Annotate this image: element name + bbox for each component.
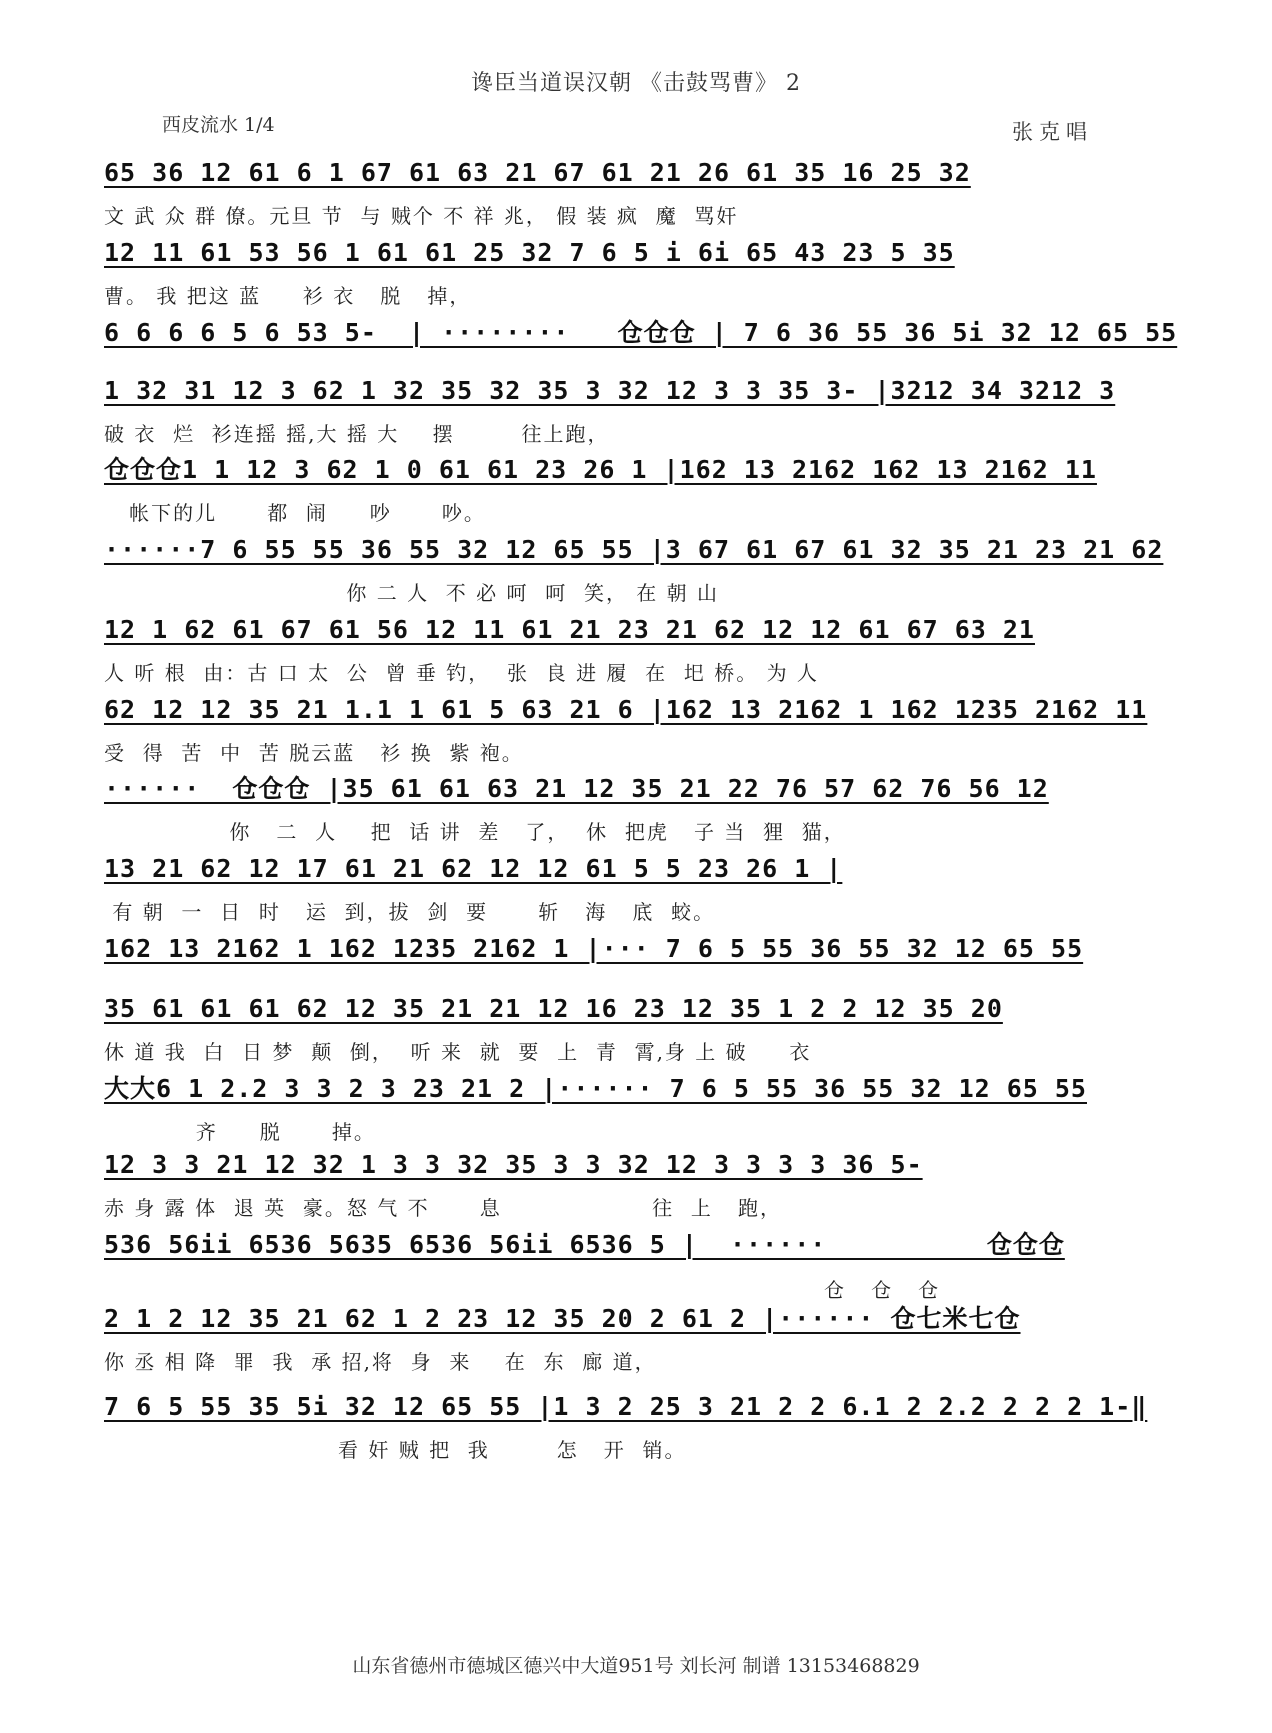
notation-row: 1 32 31 12 3 62 1 32 35 32 35 3 32 12 3 3 35 3- |3212 34 3212 3 [104, 376, 1116, 405]
lyrics-row: 看 奸 贼 把 我 怎 开 销。 [104, 1438, 687, 1462]
lyrics-row: 你 丞 相 降 罪 我 承 招,将 身 来 在 东 廊 道， [104, 1350, 657, 1374]
footer-credit: 山东省德州市德城区德兴中大道951号 刘长河 制谱 13153468829 [352, 1655, 920, 1677]
singer-credit: 张克唱 [1012, 120, 1093, 144]
lyrics-row: 受 得 苦 中 苦 脱云蓝 衫 换 紫 袍。 [104, 741, 524, 765]
lyrics-row: 你 二 人 把 话 讲 差 了， 休 把虎 子 当 狸 猫， [104, 820, 846, 844]
lyrics-row: 帐下的儿 都 闹 吵 吵。 [104, 501, 486, 525]
notation-row: 2 1 2 12 35 21 62 1 2 23 12 35 20 2 61 2 |······ 仓七米七仓 [104, 1304, 1021, 1333]
percussion-text: 仓 仓 仓 [824, 1278, 941, 1302]
notation-row: 13 21 62 12 17 61 21 62 12 12 61 5 5 23 26 1 | [104, 854, 843, 883]
notation-row: 7 6 5 55 35 5i 32 12 65 55 |1 3 2 25 3 21 2 2 6.1 2 2.2 2 2 2 1-‖ [104, 1392, 1148, 1421]
lyrics-row: 文 武 众 群 僚。元旦 节 与 贼个 不 祥 兆， 假 装 疯 魔 骂奸 [104, 204, 739, 228]
lyrics-row: 你 二 人 不 必 呵 呵 笑， 在 朝 山 [104, 581, 720, 605]
lyrics-row: 休 道 我 白 日 梦 颠 倒， 听 来 就 要 上 青 霄,身 上 破 衣 [104, 1040, 812, 1064]
notation-row: 65 36 12 61 6 1 67 61 63 21 67 61 21 26 61 35 16 25 32 [104, 158, 971, 187]
notation-row: 12 11 61 53 56 1 61 61 25 32 7 6 5 i 6i 65 43 23 5 35 [104, 238, 955, 267]
lyrics-row: 破 衣 烂 衫连摇 摇,大 摇 大 摆 往上跑， [104, 422, 610, 446]
notation-row: 6 6 6 6 5 6 53 5- | ········ 仓仓仓 | 7 6 36 55 36 5i 32 12 65 55 [104, 318, 1178, 347]
notation-row: 大大6 1 2.2 3 3 2 3 23 21 2 |······ 7 6 5 55 36 55 32 12 65 55 [104, 1074, 1087, 1103]
notation-row: 12 3 3 21 12 32 1 3 3 32 35 3 3 32 12 3 3 3 3 36 5- [104, 1150, 923, 1179]
lyrics-row: 有 朝 一 日 时 运 到，拔 剑 要 斩 海 底 蛟。 [104, 900, 716, 924]
notation-row: ······ 仓仓仓 |35 61 61 63 21 12 35 21 22 76 57 62 76 56 12 [104, 774, 1049, 803]
notation-row: 162 13 2162 1 162 1235 2162 1 |··· 7 6 5 55 36 55 32 12 65 55 [104, 934, 1084, 963]
lyrics-row: 曹。 我 把这 蓝 衫 衣 脱 掉， [104, 284, 472, 308]
lyrics-row: 人 听 根 由：古 口 太 公 曾 垂 钓， 张 良 进 履 在 圯 桥。 为 人 [104, 661, 819, 685]
score-title: 谗臣当道误汉朝 《击鼓骂曹》 2 [471, 71, 801, 96]
notation-row: 12 1 62 61 67 61 56 12 11 61 21 23 21 62 12 12 61 67 63 21 [104, 615, 1035, 644]
lyrics-row: 赤 身 露 体 退 英 豪。怒 气 不 息 往 上 跑， [104, 1196, 782, 1220]
lyrics-row: 齐 脱 掉。 [104, 1120, 376, 1144]
notation-row: ······7 6 55 55 36 55 32 12 65 55 |3 67 61 67 61 32 35 21 23 21 62 [104, 535, 1164, 564]
tempo-marking: 西皮流水 1/4 [162, 114, 275, 136]
notation-row: 35 61 61 61 62 12 35 21 21 12 16 23 12 35 1 2 2 12 35 20 [104, 994, 1003, 1023]
notation-row: 62 12 12 35 21 1.1 1 61 5 63 21 6 |162 13 2162 1 162 1235 2162 11 [104, 695, 1148, 724]
notation-row: 536 56ii 6536 5635 6536 56ii 6536 5 | ······ 仓仓仓 [104, 1230, 1065, 1259]
notation-row: 仓仓仓1 1 12 3 62 1 0 61 61 23 26 1 |162 13 2162 162 13 2162 11 [104, 455, 1097, 484]
